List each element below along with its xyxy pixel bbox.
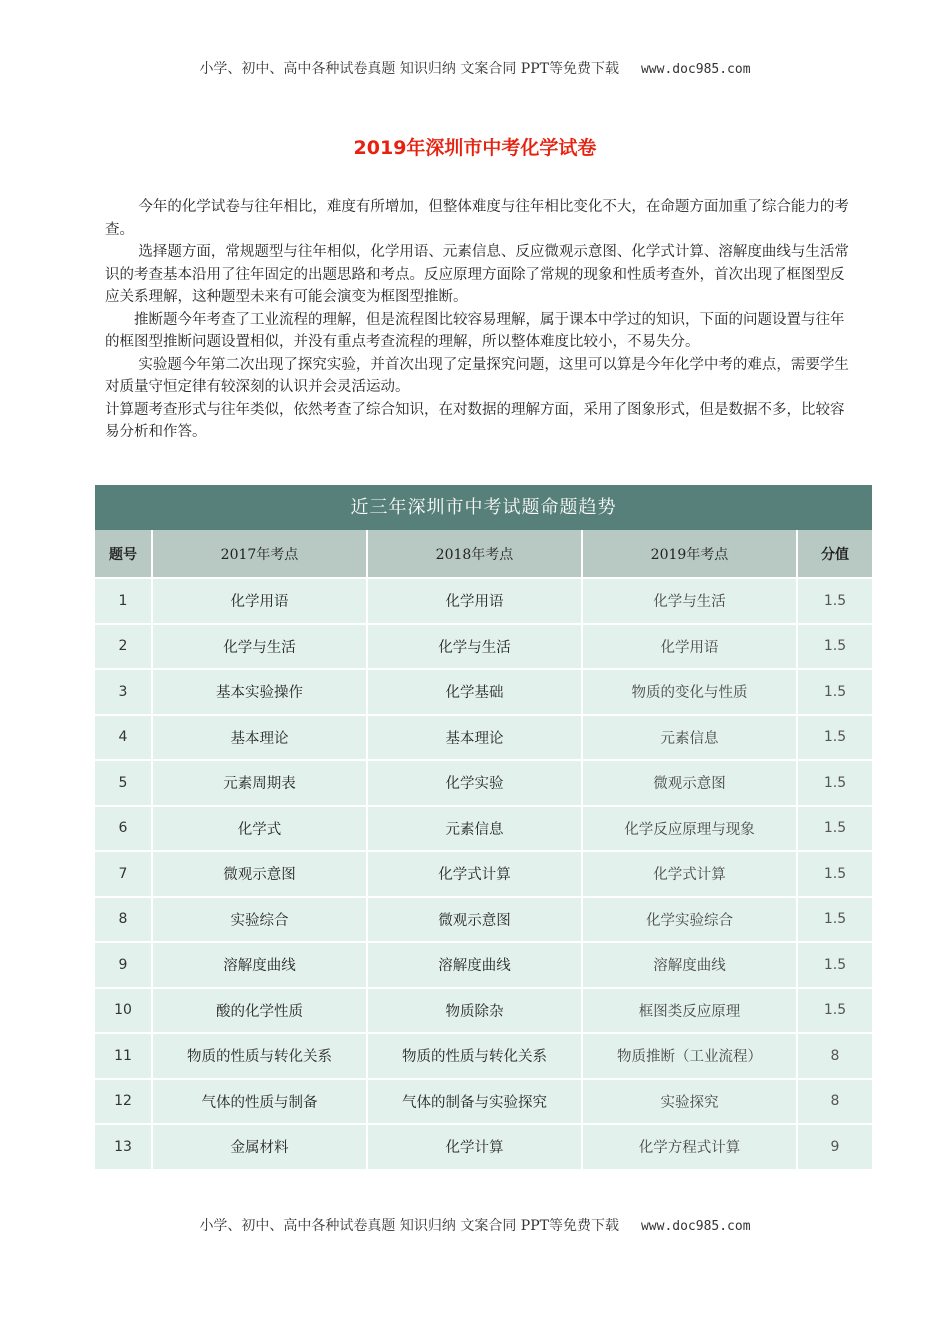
table-row <box>95 715 872 761</box>
table-row <box>95 988 872 1034</box>
table-header-row <box>95 530 872 578</box>
paragraph-choice: 选择题方面，常规题型与往年相似，化学用语、元素信息、反应微观示意图、化学式计算、溶解度曲线与生活常识的考查基本沿用了往年固定的出题思路和考点。反应原理方面除了常规的现象和性质考查外，首次出现了框图型反应关系理解，这种题型未来有可能会演变为框图型推断。 <box>105 244 849 305</box>
cell-2019-topic: 化学实验综合 <box>582 897 797 943</box>
table-row <box>95 669 872 715</box>
paragraph-intro: 今年的化学试卷与往年相比，难度有所增加，但整体难度与往年相比变化不大，在命题方面加重了综合能力的考查。 <box>105 199 849 238</box>
cell-score: 1.5 <box>797 851 872 897</box>
column-header: 2018年考点 <box>367 530 582 578</box>
cell-2018-topic: 化学基础 <box>367 669 582 715</box>
cell-question-number: 11 <box>95 1033 152 1079</box>
table-row <box>95 897 872 943</box>
cell-2017-topic: 微观示意图 <box>152 851 367 897</box>
cell-question-number: 5 <box>95 760 152 806</box>
table-body <box>95 578 872 1170</box>
trend-table-title: 近三年深圳市中考试题命题趋势 <box>95 485 872 530</box>
cell-2017-topic: 酸的化学性质 <box>152 988 367 1034</box>
document-title: 2019年深圳市中考化学试卷 <box>353 137 597 159</box>
table-row <box>95 942 872 988</box>
cell-question-number: 12 <box>95 1079 152 1125</box>
table-row <box>95 851 872 897</box>
cell-2019-topic: 物质推断（工业流程） <box>582 1033 797 1079</box>
cell-question-number: 10 <box>95 988 152 1034</box>
cell-2018-topic: 化学与生活 <box>367 624 582 670</box>
cell-score: 1.5 <box>797 578 872 624</box>
table-row <box>95 624 872 670</box>
page-header <box>0 58 950 78</box>
paragraph-calculation: 计算题考查形式与往年类似，依然考查了综合知识，在对数据的理解方面，采用了图象形式，但是数据不多，比较容易分析和作答。 <box>105 401 845 440</box>
cell-2018-topic: 溶解度曲线 <box>367 942 582 988</box>
cell-2018-topic: 元素信息 <box>367 806 582 852</box>
cell-2018-topic: 化学实验 <box>367 760 582 806</box>
cell-question-number: 4 <box>95 715 152 761</box>
footer-text: 小学、初中、高中各种试卷真题 知识归纳 文案合同 PPT等免费下载 <box>199 1218 619 1234</box>
cell-2017-topic: 气体的性质与制备 <box>152 1079 367 1125</box>
cell-2019-topic: 微观示意图 <box>582 760 797 806</box>
cell-question-number: 1 <box>95 578 152 624</box>
cell-2017-topic: 金属材料 <box>152 1124 367 1170</box>
cell-2019-topic: 化学式计算 <box>582 851 797 897</box>
cell-2019-topic: 化学方程式计算 <box>582 1124 797 1170</box>
table-row <box>95 578 872 624</box>
cell-2019-topic: 元素信息 <box>582 715 797 761</box>
cell-question-number: 9 <box>95 942 152 988</box>
cell-2018-topic: 微观示意图 <box>367 897 582 943</box>
cell-2017-topic: 实验综合 <box>152 897 367 943</box>
cell-score: 1.5 <box>797 806 872 852</box>
header-url[interactable]: www.doc985.com <box>640 62 751 77</box>
cell-score: 1.5 <box>797 669 872 715</box>
column-header: 分值 <box>797 530 872 578</box>
cell-score: 8 <box>797 1079 872 1125</box>
cell-2017-topic: 化学与生活 <box>152 624 367 670</box>
cell-question-number: 2 <box>95 624 152 670</box>
table-row <box>95 1079 872 1125</box>
cell-2017-topic: 元素周期表 <box>152 760 367 806</box>
cell-question-number: 8 <box>95 897 152 943</box>
cell-2018-topic: 物质除杂 <box>367 988 582 1034</box>
cell-2018-topic: 气体的制备与实验探究 <box>367 1079 582 1125</box>
table-row <box>95 1033 872 1079</box>
cell-2019-topic: 化学反应原理与现象 <box>582 806 797 852</box>
header-text: 小学、初中、高中各种试卷真题 知识归纳 文案合同 PPT等免费下载 <box>199 61 619 77</box>
cell-2019-topic: 物质的变化与性质 <box>582 669 797 715</box>
cell-2018-topic: 化学式计算 <box>367 851 582 897</box>
cell-question-number: 13 <box>95 1124 152 1170</box>
cell-2017-topic: 化学式 <box>152 806 367 852</box>
trend-table <box>95 530 872 1171</box>
cell-score: 1.5 <box>797 624 872 670</box>
column-header: 2017年考点 <box>152 530 367 578</box>
cell-2017-topic: 溶解度曲线 <box>152 942 367 988</box>
page-footer <box>0 1215 950 1235</box>
cell-score: 1.5 <box>797 942 872 988</box>
cell-2018-topic: 物质的性质与转化关系 <box>367 1033 582 1079</box>
cell-question-number: 3 <box>95 669 152 715</box>
cell-2018-topic: 化学用语 <box>367 578 582 624</box>
document-body <box>105 196 850 444</box>
cell-2019-topic: 化学与生活 <box>582 578 797 624</box>
cell-2017-topic: 基本实验操作 <box>152 669 367 715</box>
paragraph-inference: 推断题今年考查了工业流程的理解，但是流程图比较容易理解，属于课本中学过的知识，下面的问题设置与往年的框图型推断问题设置相似，并没有重点考查流程的理解，所以整体难度比较小，不易失分。 <box>105 311 845 350</box>
cell-2018-topic: 基本理论 <box>367 715 582 761</box>
cell-2017-topic: 化学用语 <box>152 578 367 624</box>
cell-2018-topic: 化学计算 <box>367 1124 582 1170</box>
paragraph-experiment: 实验题今年第二次出现了探究实验，并首次出现了定量探究问题，这里可以算是今年化学中考的难点，需要学生对质量守恒定律有较深刻的认识并会灵活运动。 <box>105 356 849 395</box>
cell-2019-topic: 框图类反应原理 <box>582 988 797 1034</box>
cell-2019-topic: 实验探究 <box>582 1079 797 1125</box>
cell-score: 1.5 <box>797 715 872 761</box>
cell-question-number: 6 <box>95 806 152 852</box>
column-header: 题号 <box>95 530 152 578</box>
table-row <box>95 760 872 806</box>
cell-2019-topic: 化学用语 <box>582 624 797 670</box>
cell-score: 1.5 <box>797 988 872 1034</box>
table-row <box>95 806 872 852</box>
cell-2017-topic: 基本理论 <box>152 715 367 761</box>
column-header: 2019年考点 <box>582 530 797 578</box>
footer-url[interactable]: www.doc985.com <box>640 1219 751 1234</box>
cell-score: 1.5 <box>797 897 872 943</box>
cell-score: 9 <box>797 1124 872 1170</box>
cell-2019-topic: 溶解度曲线 <box>582 942 797 988</box>
cell-score: 8 <box>797 1033 872 1079</box>
cell-score: 1.5 <box>797 760 872 806</box>
trend-table-figure <box>95 485 872 1170</box>
cell-2017-topic: 物质的性质与转化关系 <box>152 1033 367 1079</box>
table-row <box>95 1124 872 1170</box>
cell-question-number: 7 <box>95 851 152 897</box>
